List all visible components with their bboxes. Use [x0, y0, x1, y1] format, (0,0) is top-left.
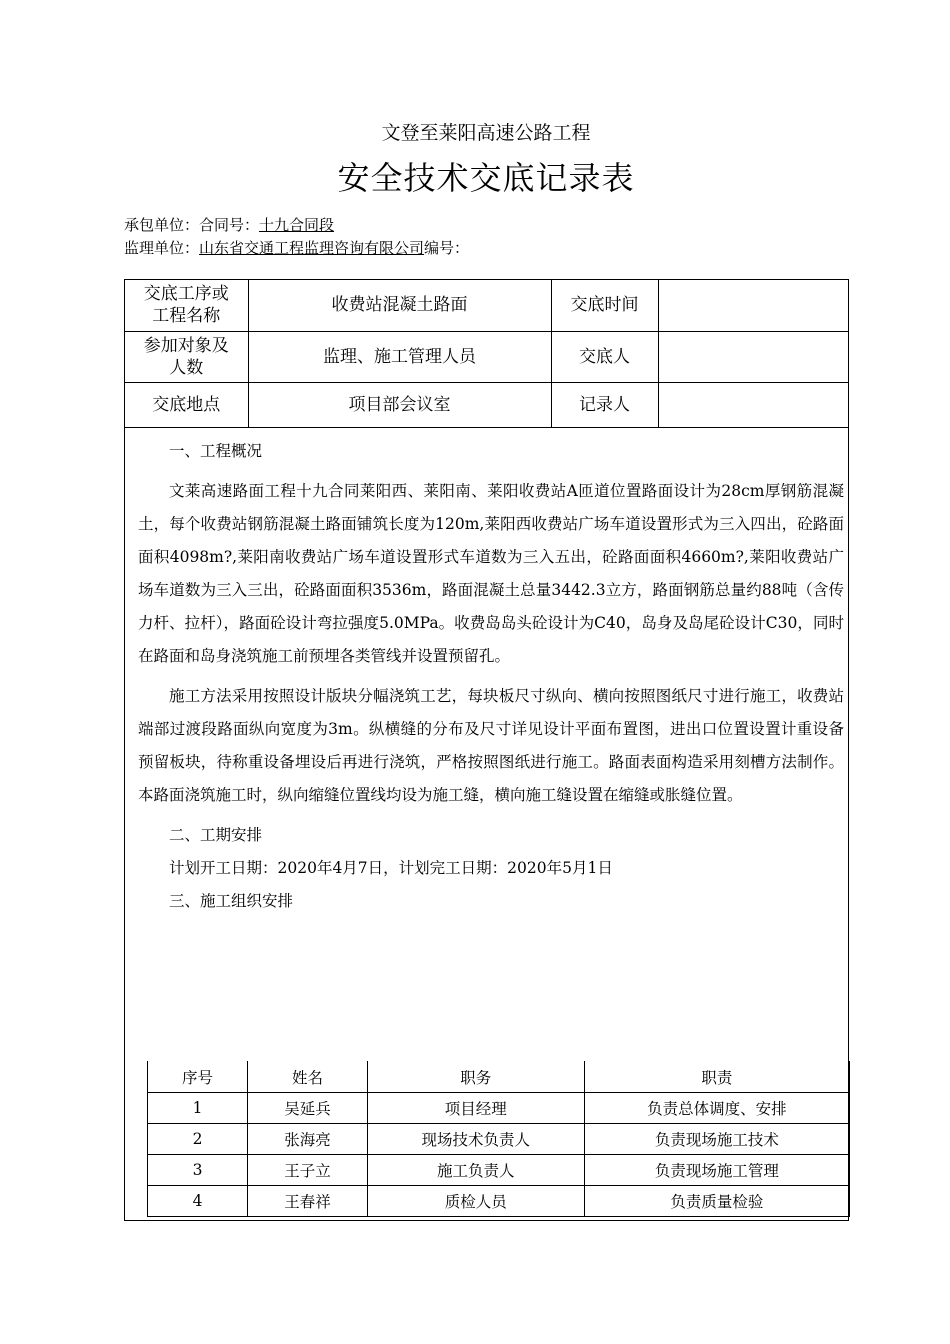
- document-title: 安全技术交底记录表: [337, 159, 635, 197]
- participants-value: 监理、施工管理人员: [248, 331, 551, 382]
- header-duty: 职责: [584, 1061, 849, 1093]
- row-position: 质检人员: [367, 1186, 584, 1217]
- section3-heading: 三、施工组织安排: [169, 892, 294, 910]
- process-label: 交底工序或 工程名称: [125, 280, 248, 331]
- supervisor-line: [124, 237, 469, 258]
- recorder-label: 记录人: [551, 382, 658, 427]
- process-value: 收费站混凝土路面: [248, 280, 551, 331]
- recorder-value: [658, 382, 848, 427]
- staff-header-row: [148, 1061, 850, 1093]
- row-duty: 负责现场施工管理: [584, 1155, 849, 1186]
- row-duty: 负责总体调度、安排: [584, 1093, 849, 1124]
- header-name: 姓名: [248, 1061, 368, 1093]
- table-row: [148, 1124, 850, 1155]
- section2-text: 计划开工日期：2020年4月7日，计划完工日期：2020年5月1日: [169, 859, 613, 877]
- time-value: [658, 280, 848, 331]
- section2-heading: 二、工期安排: [169, 826, 263, 844]
- row-name: 张海亮: [248, 1124, 368, 1155]
- document-subtitle: 文登至莱阳高速公路工程: [381, 122, 591, 144]
- presenter-label: 交底人: [551, 331, 658, 382]
- number-label: 编号：: [424, 239, 470, 257]
- section1-paragraph-1: 文莱高速路面工程十九合同莱阳西、莱阳南、莱阳收费站A匝道位置路面设计为28cm厚钢筋混凝土，每个收费站钢筋混凝土路面铺筑长度为120m,莱阳西收费站广场车道设置形式为三入四出，砼路面面积4098m?,莱阳南收费站广场车道设置形式车道数为三入五出，砼路面面积4660m?,莱阳收费站广场车道数为三入三出，砼路面面积3536m，路面混凝土总量3442.3立方，路面钢筋总量约88吨（含传力杆、拉杆），路面砼设计弯拉强度5.0MPa。收费岛岛头砼设计为C40，岛身及岛尾砼设计C30，同时在路面和岛身浇筑施工前预埋各类管线并设置预留孔。: [138, 482, 844, 665]
- record-form: [124, 279, 849, 1221]
- info-table: [125, 280, 848, 428]
- supervisor-value: 山东省交通工程监理咨询有限公司: [199, 239, 425, 257]
- contractor-value: 十九合同段: [259, 216, 335, 234]
- table-row: [148, 1093, 850, 1124]
- table-row: [148, 1155, 850, 1186]
- row-no: 2: [148, 1124, 248, 1155]
- row-no: 1: [148, 1093, 248, 1124]
- contractor-line: [124, 214, 334, 235]
- participants-label: 参加对象及 人数: [125, 331, 248, 382]
- row-name: 王春祥: [248, 1186, 368, 1217]
- row-no: 3: [148, 1155, 248, 1186]
- row-duty: 负责质量检验: [584, 1186, 849, 1217]
- row-position: 现场技术负责人: [367, 1124, 584, 1155]
- row-name: 王子立: [248, 1155, 368, 1186]
- staff-table: [147, 1061, 850, 1217]
- row-name: 吴延兵: [248, 1093, 368, 1124]
- section1-paragraph-2: 施工方法采用按照设计版块分幅浇筑工艺，每块板尺寸纵向、横向按照图纸尺寸进行施工，收费站端部过渡段路面纵向宽度为3m。纵横缝的分布及尺寸详见设计平面布置图，进出口位置设置计重设备预留板块，待称重设备埋设后再进行浇筑，严格按照图纸进行施工。路面表面构造采用刻槽方法制作。本路面浇筑施工时，纵向缩缝位置线均设为施工缝，横向施工缝设置在缩缝或胀缝位置。: [138, 687, 844, 804]
- contractor-label: 承包单位：合同号：: [124, 216, 260, 234]
- row-no: 4: [148, 1186, 248, 1217]
- row-duty: 负责现场施工技术: [584, 1124, 849, 1155]
- location-value: 项目部会议室: [248, 382, 551, 427]
- row-position: 项目经理: [367, 1093, 584, 1124]
- header-no: 序号: [148, 1061, 248, 1093]
- time-label: 交底时间: [551, 280, 658, 331]
- header-position: 职务: [367, 1061, 584, 1093]
- presenter-value: [658, 331, 848, 382]
- supervisor-label: 监理单位：: [124, 239, 200, 257]
- section1-heading: 一、工程概况: [169, 442, 263, 460]
- row-position: 施工负责人: [367, 1155, 584, 1186]
- table-row: [148, 1186, 850, 1217]
- location-label: 交底地点: [125, 382, 248, 427]
- content-body: [138, 435, 844, 918]
